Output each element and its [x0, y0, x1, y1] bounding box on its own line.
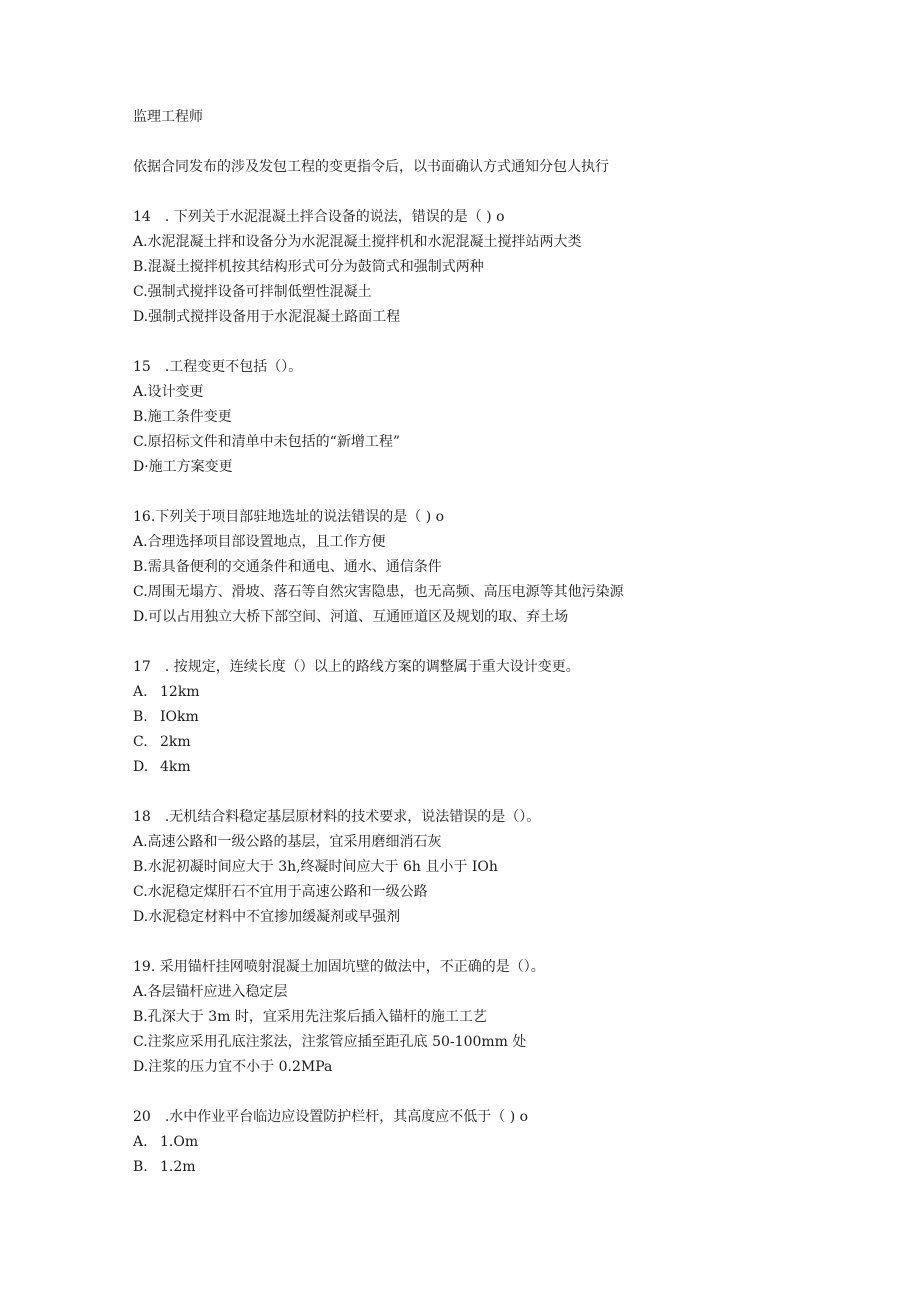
question-option	[133, 730, 893, 755]
question-option: B.水泥初凝时间应大于 3h,终凝时间应大于 6h 且小于 IOh	[133, 859, 498, 875]
question-18	[133, 805, 893, 930]
option-letter: D.	[133, 759, 149, 775]
question-option: D.注浆的压力宜不小于 0.2MPa	[133, 1059, 333, 1075]
question-option: B.施工条件变更	[133, 409, 232, 425]
question-stem: 18 .无机结合料稳定基层原材料的技术要求，说法错误的是（）。	[133, 809, 541, 825]
question-option	[133, 680, 893, 705]
question-15	[133, 355, 893, 480]
question-option: D.水泥稳定材料中不宜掺加缓凝剂或早强剂	[133, 909, 401, 925]
question-option: A.水泥混凝土拌和设备分为水泥混凝土搅拌机和水泥混凝土搅拌站两大类	[133, 234, 582, 250]
question-stem: 19. 采用锚杆挂网喷射混凝土加固坑壁的做法中，不正确的是（）。	[133, 959, 545, 975]
question-option: C.周围无塌方、滑坡、落石等自然灾害隐患，也无高频、高压电源等其他污染源	[133, 584, 624, 600]
document-page	[133, 105, 893, 1180]
question-option: C.原招标文件和清单中未包括的“新增工程”	[133, 434, 400, 450]
question-option: C.注浆应采用孔底注浆法，注浆管应插至距孔底 50-100mm 处	[133, 1034, 527, 1050]
question-option: C.水泥稳定煤肝石不宜用于高速公路和一级公路	[133, 884, 428, 900]
question-option	[133, 755, 893, 780]
question-stem: 20 .水中作业平台临边应设置防护栏杆，其高度应不低于（ ) o	[133, 1109, 529, 1125]
option-text: 1.Om	[160, 1134, 199, 1150]
question-stem: 15 .工程变更不包括（）。	[133, 359, 303, 375]
question-option: A.设计变更	[133, 384, 204, 400]
option-letter: B.	[133, 709, 148, 725]
option-letter: A.	[133, 1134, 148, 1150]
question-option: D.强制式搅拌设备用于水泥混凝土路面工程	[133, 309, 401, 325]
question-option: D.可以占用独立大桥下部空间、河道、互通匝道区及规划的取、弃土场	[133, 609, 569, 625]
option-letter: B.	[133, 1159, 148, 1175]
option-text: 4km	[160, 759, 191, 775]
question-option	[133, 1155, 893, 1180]
option-letter: A.	[133, 684, 148, 700]
question-option	[133, 1130, 893, 1155]
question-option	[133, 705, 893, 730]
question-stem: 14 . 下列关于水泥混凝土拌合设备的说法，错误的是（ ) o	[133, 209, 505, 225]
question-16	[133, 505, 893, 630]
question-option: B.需具备便利的交通条件和通电、通水、通信条件	[133, 559, 442, 575]
option-text: 1.2m	[160, 1159, 196, 1175]
question-14	[133, 205, 893, 330]
question-19	[133, 955, 893, 1080]
option-text: 2km	[160, 734, 191, 750]
question-17	[133, 655, 893, 780]
option-text: IOkm	[160, 709, 199, 725]
document-note: 依据合同发布的涉及发包工程的变更指令后，以书面确认方式通知分包人执行	[133, 159, 609, 175]
option-text: 12km	[160, 684, 200, 700]
question-option: A.合理选择项目部设置地点，且工作方便	[133, 534, 386, 550]
question-option: B.混凝土搅拌机按其结构形式可分为鼓筒式和强制式两种	[133, 259, 484, 275]
question-option: C.强制式搅拌设备可拌制低塑性混凝土	[133, 284, 372, 300]
question-option: A.高速公路和一级公路的基层，宜采用磨细消石灰	[133, 834, 442, 850]
question-option: D·施工方案变更	[133, 459, 233, 475]
question-stem: 16.下列关于项目部驻地选址的说法错误的是（ ) o	[133, 509, 445, 525]
option-letter: C.	[133, 734, 148, 750]
question-stem: 17 . 按规定，连续长度（）以上的路线方案的调整属于重大设计变更。	[133, 659, 580, 675]
question-option: B.孔深大于 3m 时，宜采用先注浆后插入锚杆的施工工艺	[133, 1009, 487, 1025]
question-option: A.各层锚杆应进入稳定层	[133, 984, 288, 1000]
question-20	[133, 1105, 893, 1180]
document-title: 监理工程师	[133, 109, 203, 125]
